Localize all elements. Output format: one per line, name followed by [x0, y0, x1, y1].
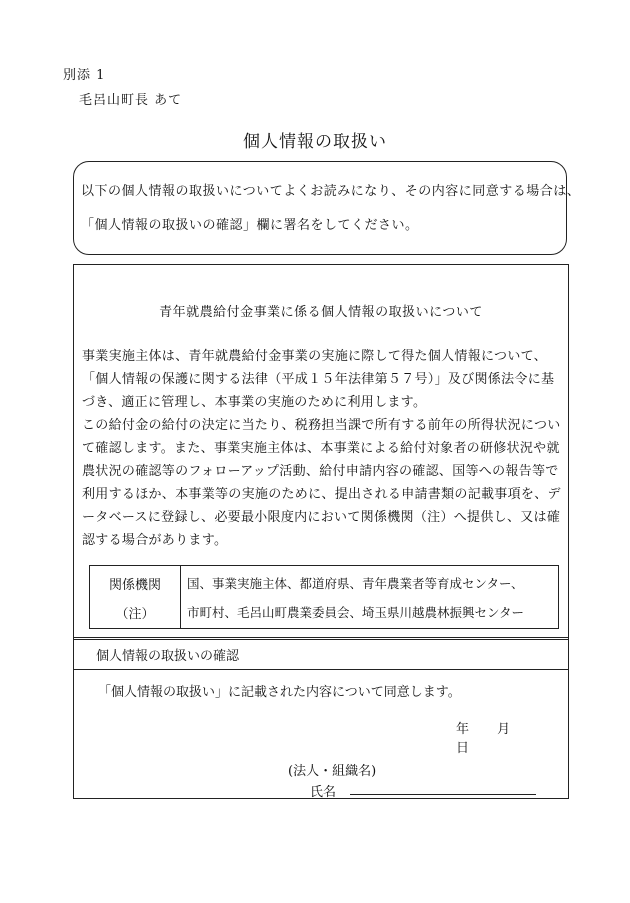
day-label: 日: [456, 741, 470, 756]
annex-label: 別添 1: [63, 68, 106, 83]
body-line: ータベースに登録し、必要最小限度内において関係機関（注）へ提供し、又は確: [82, 510, 561, 525]
related-organizations-table: [89, 565, 559, 629]
confirmation-header: [74, 638, 568, 670]
year-label: 年: [456, 722, 470, 737]
section-subtitle: 青年就農給付金事業に係る個人情報の取扱いについて: [159, 305, 483, 320]
org-list-line: 市町村、毛呂山町農業委員会、埼玉県川越農林振興センター: [187, 605, 525, 620]
addressee: 毛呂山町長 あて: [79, 93, 183, 108]
date-field[interactable]: [456, 718, 568, 756]
body-line: 事業実施主体は、青年就農給付金事業の実施に際して得た個人情報について、: [82, 349, 547, 364]
consent-statement: 「個人情報の取扱い」に記載された内容について同意します。: [98, 685, 461, 700]
body-line: 利用するほか、本事業等の実施のために、提出される申請書類の記載事項を、デ: [82, 487, 561, 502]
org-header-label: 関係機関: [108, 578, 161, 593]
page-title: 個人情報の取扱い: [243, 132, 387, 152]
org-header-note: （注）: [115, 607, 155, 622]
organization-name-label: (法人・組織名): [288, 764, 377, 779]
month-label: 月: [497, 722, 511, 737]
body-line: 農状況の確認等のフォローアップ活動、給付申請内容の確認、国等への報告等で: [82, 464, 559, 479]
privacy-policy-section: [73, 264, 569, 640]
name-label: 氏名: [310, 785, 337, 800]
body-line: この給付金の給付の決定に当たり、税務担当課で所有する前年の所得状況につい: [82, 418, 561, 433]
body-line: づき、適正に管理し、本事業の実施のために利用します。: [82, 395, 427, 410]
confirmation-section: [73, 637, 569, 799]
signature-line[interactable]: [350, 794, 536, 795]
confirmation-heading: 個人情報の取扱いの確認: [96, 649, 240, 664]
org-list-line: 国、事業実施主体、都道府県、青年農業者等育成センター、: [187, 576, 524, 591]
body-line: て確認します。また、事業実施主体は、本事業による給付対象者の研修状況や就: [82, 441, 560, 456]
notice-line: 以下の個人情報の取扱いについてよくお読みになり、その内容に同意する場合は、: [81, 184, 581, 199]
org-table-header: [90, 566, 181, 628]
notice-line: 「個人情報の取扱いの確認」欄に署名をしてください。: [81, 218, 419, 233]
body-line: 認する場合があります。: [82, 533, 228, 548]
body-line: 「個人情報の保護に関する法律（平成１５年法律第５７号）」及び関係法令に基: [82, 372, 555, 387]
notice-box: [73, 161, 581, 255]
